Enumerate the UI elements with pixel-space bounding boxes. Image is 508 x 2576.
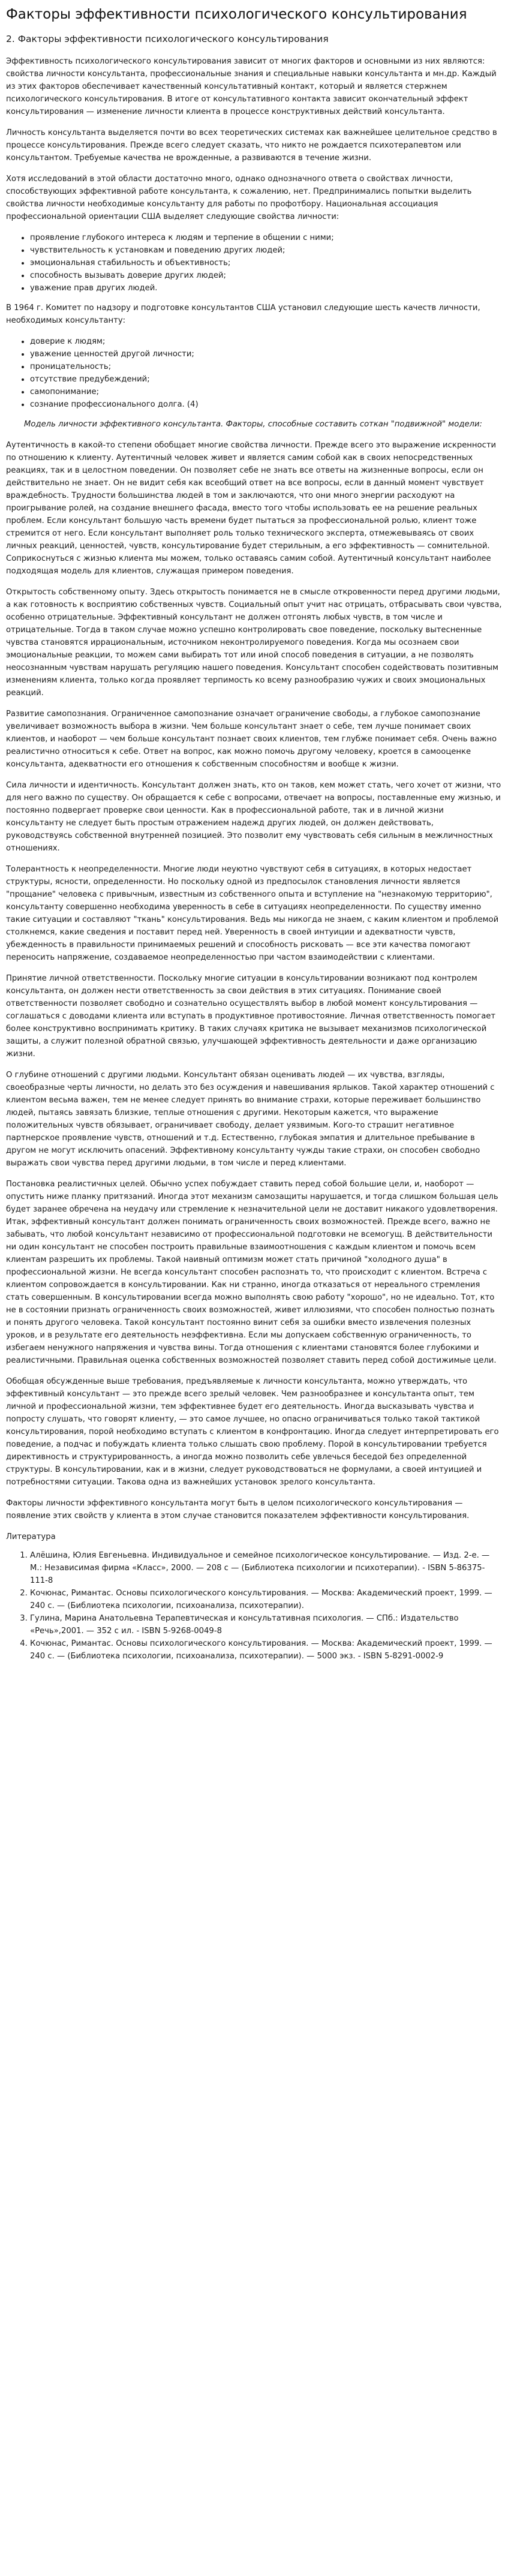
section-heading: 2. Факторы эффективности психологического консультирования — [6, 33, 329, 44]
paragraph-identity: Сила личности и идентичность. Консультант должен знать, кто он таков, кем может стать, чего хочет от жизни, что для него важно по существу. Он обращается к себе с вопросами, отвечает на вопросы, поставленные ему жизнью, и постоянно подвергает проверке свои ценности. Как в профессиональной работе, так и в личной жизни консультанту не следует быть простым отражением надежд других людей, он должен действовать, руководствуясь собственной внутренней позицией. Это позволит ему чувствовать себя сильным в межличностных отношениях. — [6, 781, 501, 853]
paragraph-personality: Личность консультанта выделяется почти во всех теоретических системах как важнейшее целительное средство в процессе консультирования. Прежде всего следует сказать, что никто не рождается психотерапевтом или консультантом. Требуемые качества не врожденные, а развиваются в течение жизни. — [6, 128, 497, 163]
list-item: • проницательность; — [30, 360, 502, 373]
paragraph-self-knowledge: Развитие самопознания. Ограниченное самопознание означает ограничение свободы, а глубокое самопознание увеличивает возможность выбора в жизни. Чем больше консультант знает о себе, тем лучше понимает своих клиентов, и наоборот — чем больше консультант познает своих клиентов, тем глубже понимает себя. Очень важно реалистично относиться к себе. Ответ на вопрос, как можно помочь другому человеку, кроется в самооценке консультанта, адекватности его отношения к собственным способностям и вообще к жизни. — [6, 710, 497, 770]
paragraph-conclusion: Факторы личности эффективного консультанта могут быть в целом психологического консультирования — появление этих свойств у клиента в этом случае становится показателем эффективности консультирования. — [6, 1499, 470, 1521]
list-item: • самопонимание; — [30, 386, 502, 398]
literature-item: 2. Кочюнас, Римантас. Основы психологического консультирования. — Москва: Академический проект, 1999. — 240 с. — (Библиотека психологии, психоанализа, психотерапии). — [30, 1587, 502, 1612]
list-item: • проявление глубокого интереса к людям и терпение в общении с ними; — [30, 232, 502, 244]
page-title: Факторы эффективности психологического консультирования — [6, 7, 467, 22]
paragraph-research: Хотя исследований в этой области достаточно много, однако однозначного ответа о свойствах личности, способствующих эффективной работе консультанта, к сожалению, нет. Предпринимались попытки выделить свойства личности необходимые консультанту для работы по профотбору. Национальная ассоциация профессиональной ориентации США выделяет следующие свойства личности: — [6, 175, 472, 222]
paragraph-intro: Эффективность психологического консультирования зависит от многих факторов и основными из них являются: свойства личности консультанта, профессиональные знания и специальные навыки консультанта и мн.др. Каждый из этих факторов обеспечивает качественный консультативный контакт, который и является стержнем психологического консультирования. В итоге от консультативного контакта зависит окончательный эффект консультирования — изменение личности клиента в процессе конструктивных действий консультанта. — [6, 57, 497, 117]
paragraph-authenticity: Аутентичность в какой-то степени обобщает многие свойства личности. Прежде всего это выражение искренности по отношению к клиенту. Аутентичный человек живет и является самим собой как в своих непосредственных реакциях, так и в целостном поведении. Он позволяет себе не знать все ответы на жизненные вопросы, если он действительно не знает. Он не видит себя как всеобщий ответ на все вопросы, если в данный момент чувствует враждебность. Трудности большинства людей в том и заключаются, что они много энергии расходуют на проигрывание ролей, на создание внешнего фасада, вместо того чтобы использовать ее на решение реальных проблем. Если консультант большую часть времени будет пытаться за профессиональной ролью, клиент тоже стремится от него. Если консультант выполняет роль только технического эксперта, отмежевываясь от своих личных реакций, ценностей, чувств, консультирование будет стерильным, а его эффективность — сомнительной. Соприкоснуться с жизнью клиента мы можем, только оставаясь самим собой. Аутентичный консультант наиболее подходящая модель для клиентов, служащая примером поведения. — [6, 441, 497, 576]
list-item: • способность вызывать доверие других людей; — [30, 269, 502, 282]
list-item: • доверие к людям; — [30, 335, 502, 348]
list-item: • уважение прав других людей. — [30, 282, 502, 294]
list-item: • уважение ценностей другой личности; — [30, 348, 502, 360]
literature-list — [6, 1549, 502, 1663]
list-item: • чувствительность к установкам и поведению других людей; — [30, 244, 502, 257]
list-committee — [6, 335, 502, 411]
list-item: • отсутствие предубеждений; — [30, 373, 502, 386]
literature-item: 4. Кочюнас, Римантас. Основы психологического консультирования. — Москва: Академический проект, 1999. — 240 с. — (Библиотека психологии, психоанализа, психотерапии). — 5000 экз. - ISBN 5-8291-0002-9 — [30, 1637, 502, 1663]
paragraph-tolerance: Толерантность к неопределенности. Многие люди неуютно чувствуют себя в ситуациях, в которых недостает структуры, ясности, определенности. Но поскольку одной из предпосылок становления личности является "прощание" человека с привычным, известным из собственного опыта и вступление на "незнакомую территорию", консультанту совершенно необходима уверенность в себе в ситуациях неопределенности. По существу именно такие ситуации и составляют "ткань" консультирования. Ведь мы никогда не знаем, с каким клиентом и проблемой столкнемся, какие сведения и поставит перед ней. Уверенность в своей интуиции и адекватности чувств, убежденность в правильности принимаемых решений и способность рисковать — все эти качества помогают переносить напряжение, создаваемое неопределенностью при частом взаимодействии с клиентами. — [6, 865, 499, 963]
list-item: • сознание профессионального долга. (4) — [30, 398, 502, 411]
literature-item: 3. Гулина, Марина Анатольевна Терапевтическая и консультативная психология. — СПб.: Издательство «Речь»,2001. — 352 с ил. - ISBN 5-9268-0049-8 — [30, 1612, 502, 1637]
list-item: • эмоциональная стабильность и объективность; — [30, 257, 502, 269]
literature-heading: Литература — [6, 1532, 56, 1542]
literature-item: 1. Алёшина, Юлия Евгеньевна. Индивидуальное и семейное психологическое консультирование. — Изд. 2-е. — М.: Независимая фирма «Класс», 2000. — 208 с — (Библиотека психологии и психотерапии). - ISBN 5-86375-111-8 — [30, 1549, 502, 1587]
model-caption: Модель личности эффективного консультанта. Факторы, способные составить соткан "подвижной" модели: — [24, 420, 482, 429]
paragraph-goals: Постановка реалистичных целей. Обычно успех побуждает ставить перед собой большие цели, и, наоборот — опустить ниже планку притязаний. Иногда этот механизм самозащиты нарушается, и тогда слишком большая цель будет заранее обречена на неудачу или стремление к незначительной цели не доставит никакого удовлетворения. Итак, эффективный консультант должен понимать ограниченность своих возможностей. Прежде всего, важно не забывать, что любой консультант независимо от профессиональной подготовки не всемогущ. В действительности ни один консультант не способен построить правильные взаимоотношения с каждым клиентом и помочь всем клиентам разрешить их проблемы. Такой наивный оптимизм может стать причиной "холодного душа" в профессиональной жизни. Не всегда консультант способен распознать то, что происходит с клиентом. Встреча с клиентом сопровождается в консультировании. Как ни странно, иногда отказаться от нереального стремления стать совершенным. В консультировании всегда можно выполнять свою работу "хорошо", но не идеально. Тот, кто не в состоянии признать ограниченность своих возможностей, живет иллюзиями, что способен полностью познать и понять другого человека. Такой консультант постоянно винит себя за ошибки вместо извлечения полезных уроков, и в результате его деятельность неэффективна. Если мы допускаем собственную ограниченность, то избегаем ненужного напряжения и чувства вины. Тогда отношения с клиентами становятся более глубокими и реалистичными. Правильная оценка собственных возможностей позволяет ставить перед собой достижимые цели. — [6, 1180, 498, 1366]
paragraph-openness: Открытость собственному опыту. Здесь открытость понимается не в смысле откровенности перед другими людьми, а как готовность к восприятию собственных чувств. Социальный опыт учит нас отрицать, отбрасывать свои чувства, особенно отрицательные. Эффективный консультант не должен отгонять любых чувств, в том числе и отрицательные. Тогда в таком случае можно успешно контролировать свое поведение, поскольку вытесненные чувства становятся иррациональным, источником неконтролируемого поведения. Когда мы осознаем свои эмоциональные реакции, то можем сами выбирать тот или иной способ поведения в ситуации, а не позволять неосознанным чувствам нарушать регуляцию нашего поведения. Консультант способен содействовать позитивным изменениям клиента, только когда проявляет терпимость ко всему разнообразию чужих и своих эмоциональных реакций. — [6, 588, 502, 698]
paragraph-responsibility: Принятие личной ответственности. Поскольку многие ситуации в консультировании возникают под контролем консультанта, он должен нести ответственность за свои действия в этих ситуациях. Понимание своей ответственности позволяет свободно и сознательно осуществлять выбор в любой момент консультирования — соглашаться с доводами клиента или вступать в продуктивное противостояние. Личная ответственность помогает более конструктивно воспринимать критику. В таких случаях критика не вызывает механизмов психологической защиты, а служит полезной обратной связью, улучшающей эффективность деятельности и даже организацию жизни. — [6, 974, 496, 1059]
list-national-association — [6, 232, 502, 294]
paragraph-committee: В 1964 г. Комитет по надзору и подготовке консультантов США установил следующие шесть качеств личности, необходимых консультанту: — [6, 303, 480, 326]
paragraph-depth: О глубине отношений с другими людьми. Консультант обязан оценивать людей — их чувства, взгляды, своеобразные черты личности, но делать это без осуждения и навешивания ярлыков. Такой характер отношений с клиентом весьма важен, тем не менее следует принять во внимание страхи, которые переживает большинство людей, пытаясь завязать близкие, теплые отношения с другими. Некоторым кажется, что выражение положительных чувств обязывает, ограничивает свободу, делает уязвимым. Кого-то страшит негативное партнерское проявление чувств, отношений и т.д. Естественно, глубокая эмпатия и длительное пребывание в другом не могут исключить опасений. Эффективному консультанту чужды такие страхи, он способен свободно выражать свои чувства перед другими людьми, в том числе и перед клиентами. — [6, 1071, 495, 1168]
paragraph-summary: Обобщая обсужденные выше требования, предъявляемые к личности консультанта, можно утверждать, что эффективный консультант — это прежде всего зрелый человек. Чем разнообразнее и консультанта опыт, тем личной и профессиональной жизни, тем эффективнее будет его деятельность. Иногда высказывать чувства и попросту слушать, что говорят клиенту, — это самое лучшее, но опасно ограничиваться только такой тактикой консультирования, порой необходимо вступать с клиентом в конфронтацию. Иногда следует интерпретировать его поведение, а подчас и побуждать клиента только слышать свою проблему. Порой в консультировании требуется директивность и структурированность, а иногда можно позволить себе увлечься беседой без определенной структуры. В консультировании, как и в жизни, следует руководствоваться не формулами, а своей интуицией и потребностями ситуации. Такова одна из важнейших установок зрелого консультанта. — [6, 1377, 499, 1487]
